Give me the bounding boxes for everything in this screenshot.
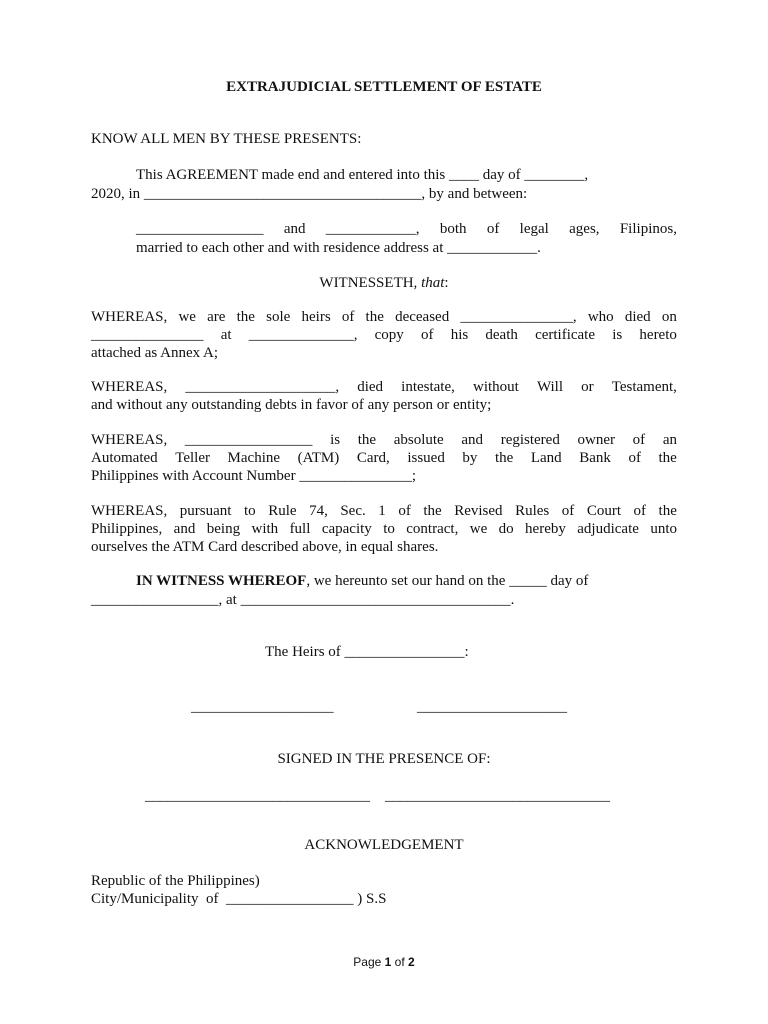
heirs-of-line: The Heirs of ________________: (265, 644, 469, 660)
parties-line-2: married to each other and with residence address at ____________. (136, 240, 541, 256)
agreement-line-2: 2020, in _____________________________________, by and between: (91, 186, 528, 202)
document-title: EXTRAJUDICIAL SETTLEMENT OF ESTATE (226, 79, 542, 95)
whereas3-line-2: Automated Teller Machine (ATM) Card, issued by the Land Bank of the (91, 450, 677, 466)
witness-signature-right: ______________________________ (385, 788, 610, 804)
witnesseth-heading: WITNESSETH, that: (319, 275, 449, 291)
signed-presence-heading: SIGNED IN THE PRESENCE OF: (277, 751, 491, 767)
witness-whereof-line-2: _________________, at ____________________________________. (91, 592, 515, 608)
page-footer: Page 1 of 2 (353, 955, 415, 969)
whereas4-line-3: ourselves the ATM Card described above, in equal shares. (91, 539, 439, 555)
whereas2-line-2: and without any outstanding debts in favor of any person or entity; (91, 397, 492, 413)
whereas3-line-3: Philippines with Account Number _______________; (91, 468, 416, 484)
whereas2-line-1: WHEREAS, ____________________, died intestate, without Will or Testament, (91, 379, 677, 395)
witness-whereof-line-1: IN WITNESS WHEREOF, we hereunto set our hand on the _____ day of (136, 573, 589, 589)
witness-signature-left: ______________________________ (145, 788, 370, 804)
republic-line: Republic of the Philippines) (91, 873, 260, 889)
acknowledgement-heading: ACKNOWLEDGEMENT (304, 837, 464, 853)
whereas4-line-1: WHEREAS, pursuant to Rule 74, Sec. 1 of the Revised Rules of Court of the (91, 503, 677, 519)
heir-signature-right: ____________________ (417, 699, 567, 715)
whereas4-line-2: Philippines, and being with full capacity to contract, we do hereby adjudicate unto (91, 521, 677, 537)
city-line: City/Municipality of _________________ ) S.S (91, 891, 387, 907)
heir-signature-left: ___________________ (191, 699, 334, 715)
agreement-line-1: This AGREEMENT made end and entered into this ____ day of ________, (136, 167, 589, 183)
whereas1-line-2: _______________ at ______________, copy of his death certificate is hereto (91, 327, 677, 343)
whereas1-line-3: attached as Annex A; (91, 345, 219, 361)
know-all-heading: KNOW ALL MEN BY THESE PRESENTS: (91, 131, 362, 147)
whereas3-line-1: WHEREAS, _________________ is the absolute and registered owner of an (91, 432, 677, 448)
parties-line-1: _________________ and ____________, both of legal ages, Filipinos, (136, 221, 677, 237)
whereas1-line-1: WHEREAS, we are the sole heirs of the deceased _______________, who died on (91, 309, 677, 325)
